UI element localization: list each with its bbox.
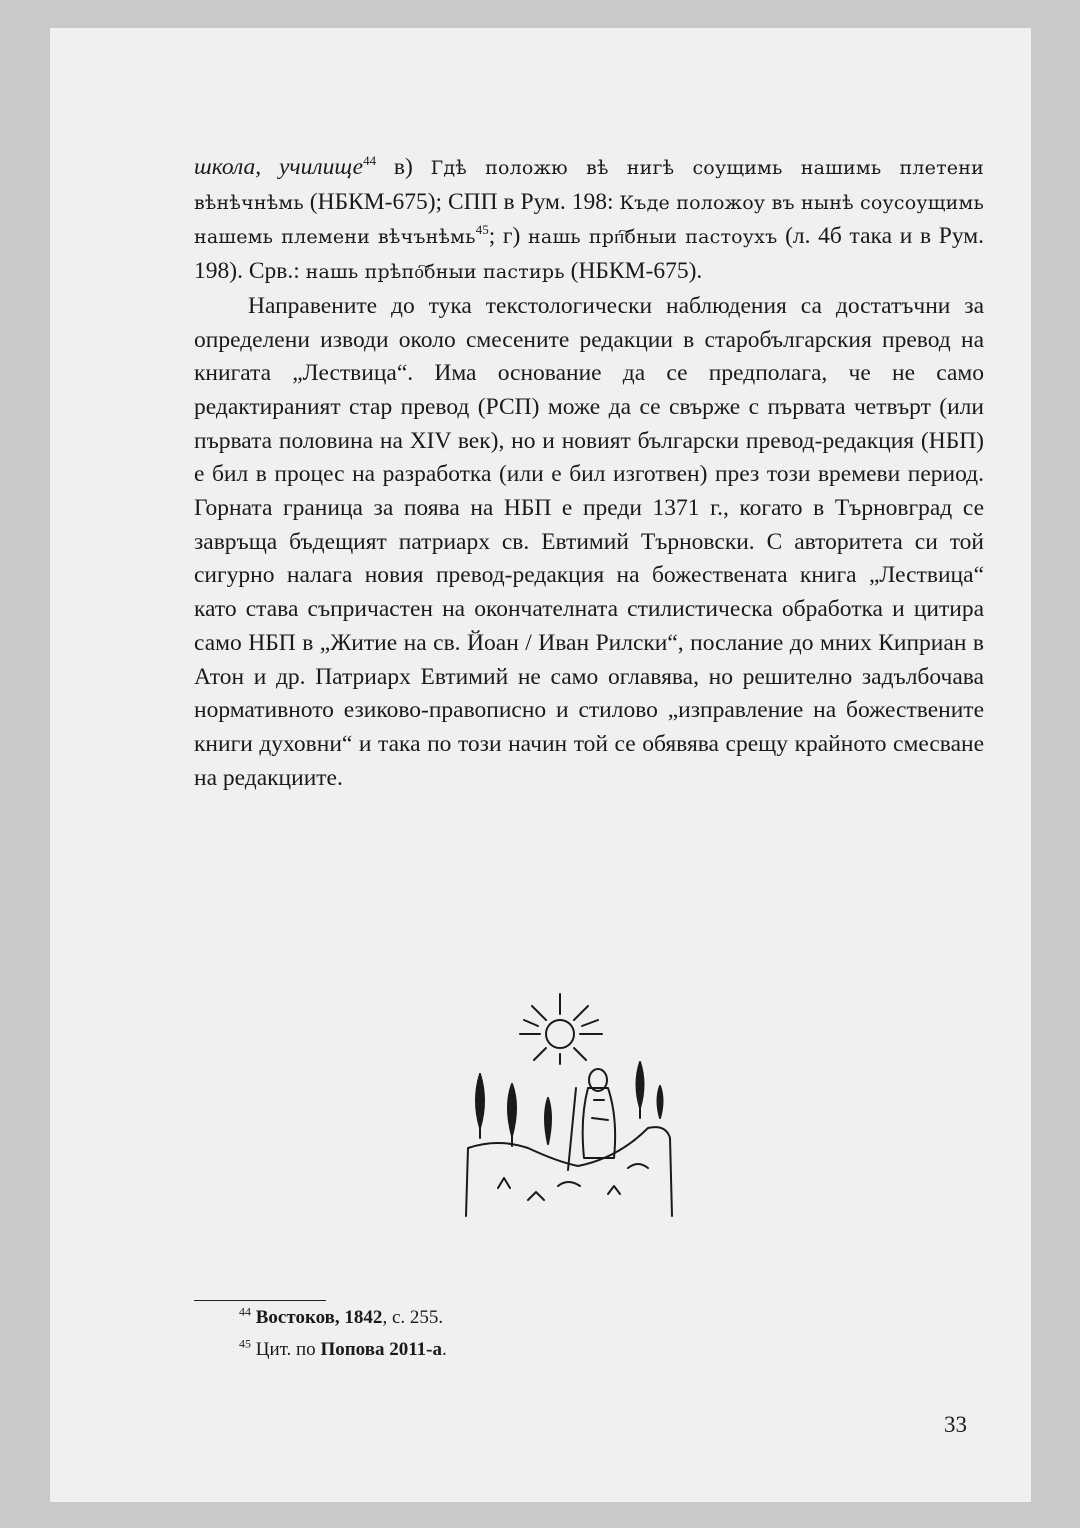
slavonic-quote: нашь прѣпо҇бныи пастирь — [305, 261, 565, 284]
text-run: в) — [376, 154, 431, 180]
footnote-ref-45: 45 — [475, 222, 489, 238]
monk-landscape-illustration — [408, 988, 678, 1218]
slavonic-quote: Къде положоу въ нынѣ соусоущимь нашемь племени вѣчънѣмь — [194, 191, 984, 249]
slavonic-quote: нашь прп҇бныи пастоухъ — [528, 226, 778, 249]
footnote-ref-44: 44 — [363, 153, 377, 169]
footnote-divider — [194, 1300, 326, 1301]
body-text — [194, 151, 984, 795]
text-run: (л. 4б така и в Рум. 198). Срв.: — [194, 223, 985, 285]
footnotes — [194, 1302, 894, 1366]
paragraph-continuation — [194, 151, 984, 290]
page-number: 33 — [944, 1412, 967, 1437]
footnote-44 — [194, 1302, 894, 1334]
cypress-trees — [476, 1062, 663, 1146]
footnote-number: 45 — [239, 1336, 251, 1351]
text-run: (НБКМ-675); СПП в Рум. 198: — [303, 188, 620, 215]
monk-figure — [568, 1069, 615, 1170]
text-run: (НБКМ-675). — [564, 258, 703, 285]
footnote-number: 44 — [239, 1304, 251, 1319]
slavonic-quote: Гдѣ положю вѣ нигѣ соущимь нашимь плетени вѣнѣчнѣмь — [194, 157, 984, 214]
main-paragraph: Направените до тука текстологически наблюдения са достатъчни за определени изводи около смесените редакции в старобългарския превод на книгата „Лествица“. Има основание да се предполага, че не само редактираният стар превод (РСП) може да се свърже с първата четвърт (или първата половина на XIV век), но и новият български превод-редакция (НБП) е бил в процес на разработка (или е бил изготвен) през този времеви период. Горната граница за поява на НБП е преди 1371 г., когато в Търновград се завръща бъдещият патриарх св. Евтимий Търновски. С авторитета си той сигурно налага новия превод-редакция на божествената книга „Лествица“ като става съпричастен на окончателната стилистическа обработка и цитира само НБП в „Житие на св. Йоан / Иван Рилски“, послание до мних Киприан в Атон и др. Патриарх Евтимий не само оглавява, но решително задълбочава нормативното езиково-правописно и стилово „изправление на божествените книги духовни“ и така по този начин той се обявява срещу крайното смесване на редакциите. — [194, 292, 984, 791]
rocky-hill — [466, 1127, 672, 1216]
footnote-text: Цит. по — [255, 1339, 321, 1360]
sun-icon — [520, 994, 602, 1064]
footnote-text: . — [441, 1339, 447, 1360]
footnote-text: , с. 255. — [382, 1307, 444, 1328]
text-run: ; г) — [488, 223, 529, 250]
page-sheet — [50, 28, 1031, 1502]
italic-term: школа, училище — [194, 154, 364, 180]
footnote-source: Попова 2011-а — [320, 1339, 442, 1360]
footnote-source: Востоков, 1842 — [255, 1307, 383, 1328]
footnote-45 — [194, 1334, 894, 1366]
